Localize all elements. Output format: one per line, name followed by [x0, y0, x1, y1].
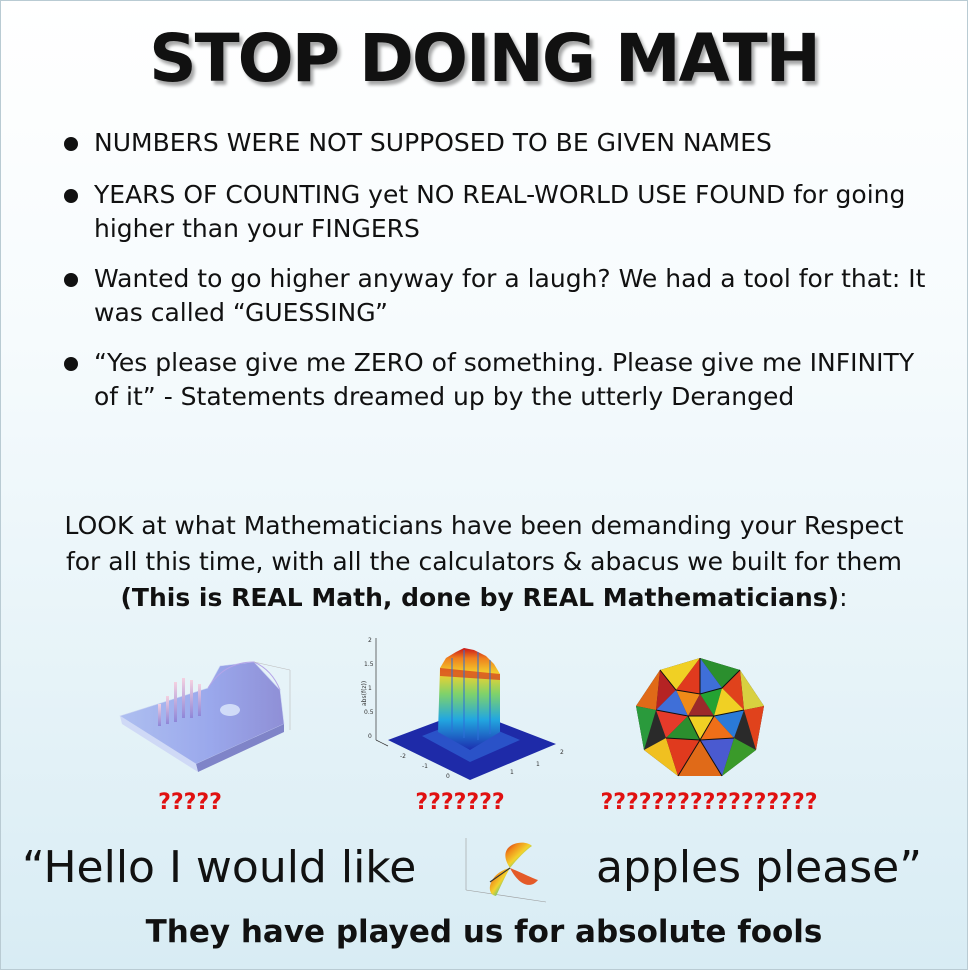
bullet-item	[62, 262, 932, 330]
x-tick-label: -2	[400, 753, 406, 760]
hello-text-end: apples please”	[596, 842, 923, 893]
z-tick-label: 2	[368, 637, 372, 644]
y-tick-label: 1	[536, 761, 540, 768]
page-title: STOP DOING MATH	[149, 20, 819, 97]
spiral-plot-icon	[460, 832, 560, 910]
polyhedron-question-marks: ?????????????????	[600, 790, 818, 815]
z-tick-label: 1.5	[364, 661, 374, 668]
bullet-dot-icon	[64, 273, 78, 287]
bullet-dot-icon	[64, 137, 78, 151]
bullet-text: NUMBERS WERE NOT SUPPOSED TO BE GIVEN NAMES	[94, 128, 772, 157]
footer-text: They have played us for absolute fools	[145, 914, 823, 950]
bullet-text: YEARS OF COUNTING yet NO REAL-WORLD USE FOUND for going higher than your FINGERS	[94, 180, 906, 243]
bullet-text: Wanted to go higher anyway for a laugh? We had a tool for that: It was called “GUESSING”	[94, 264, 926, 327]
y-tick-label: 2	[560, 749, 564, 756]
histogram-question-marks: ???????	[415, 790, 505, 815]
paragraph-suffix: :	[839, 583, 848, 612]
paragraph-line: LOOK at what Mathematicians have been demanding your Respect	[64, 511, 904, 540]
hello-text-start: “Hello I would like	[22, 842, 417, 893]
bullet-item	[62, 126, 932, 160]
demand-paragraph	[0, 508, 968, 616]
z-tick-label: 0	[368, 733, 372, 740]
paragraph-bold-text: (This is REAL Math, done by REAL Mathematicians)	[120, 583, 840, 612]
z-tick-label: 0.5	[364, 709, 374, 716]
paragraph-bold-line	[0, 580, 968, 616]
x-tick-label: 0	[446, 773, 450, 780]
bullet-list	[62, 126, 932, 430]
paragraph-line: for all this time, with all the calculators & abacus we built for them	[65, 547, 903, 576]
bullet-text: “Yes please give me ZERO of something. Please give me INFINITY of it” - Statements dreamed up by the utterly Deranged	[94, 348, 915, 411]
z-axis-label: abs(f(z))	[361, 680, 368, 706]
surface-plot-image	[112, 640, 312, 780]
histogram-plot-image	[360, 628, 580, 788]
polyhedron-image	[632, 654, 768, 782]
z-tick-label: 1	[368, 685, 372, 692]
surface-question-marks: ?????	[158, 790, 222, 815]
bullet-item	[62, 178, 932, 246]
x-tick-label: -1	[422, 763, 428, 770]
bullet-dot-icon	[64, 357, 78, 371]
x-tick-label: 1	[510, 769, 514, 776]
bullet-dot-icon	[64, 189, 78, 203]
bullet-item	[62, 346, 932, 414]
